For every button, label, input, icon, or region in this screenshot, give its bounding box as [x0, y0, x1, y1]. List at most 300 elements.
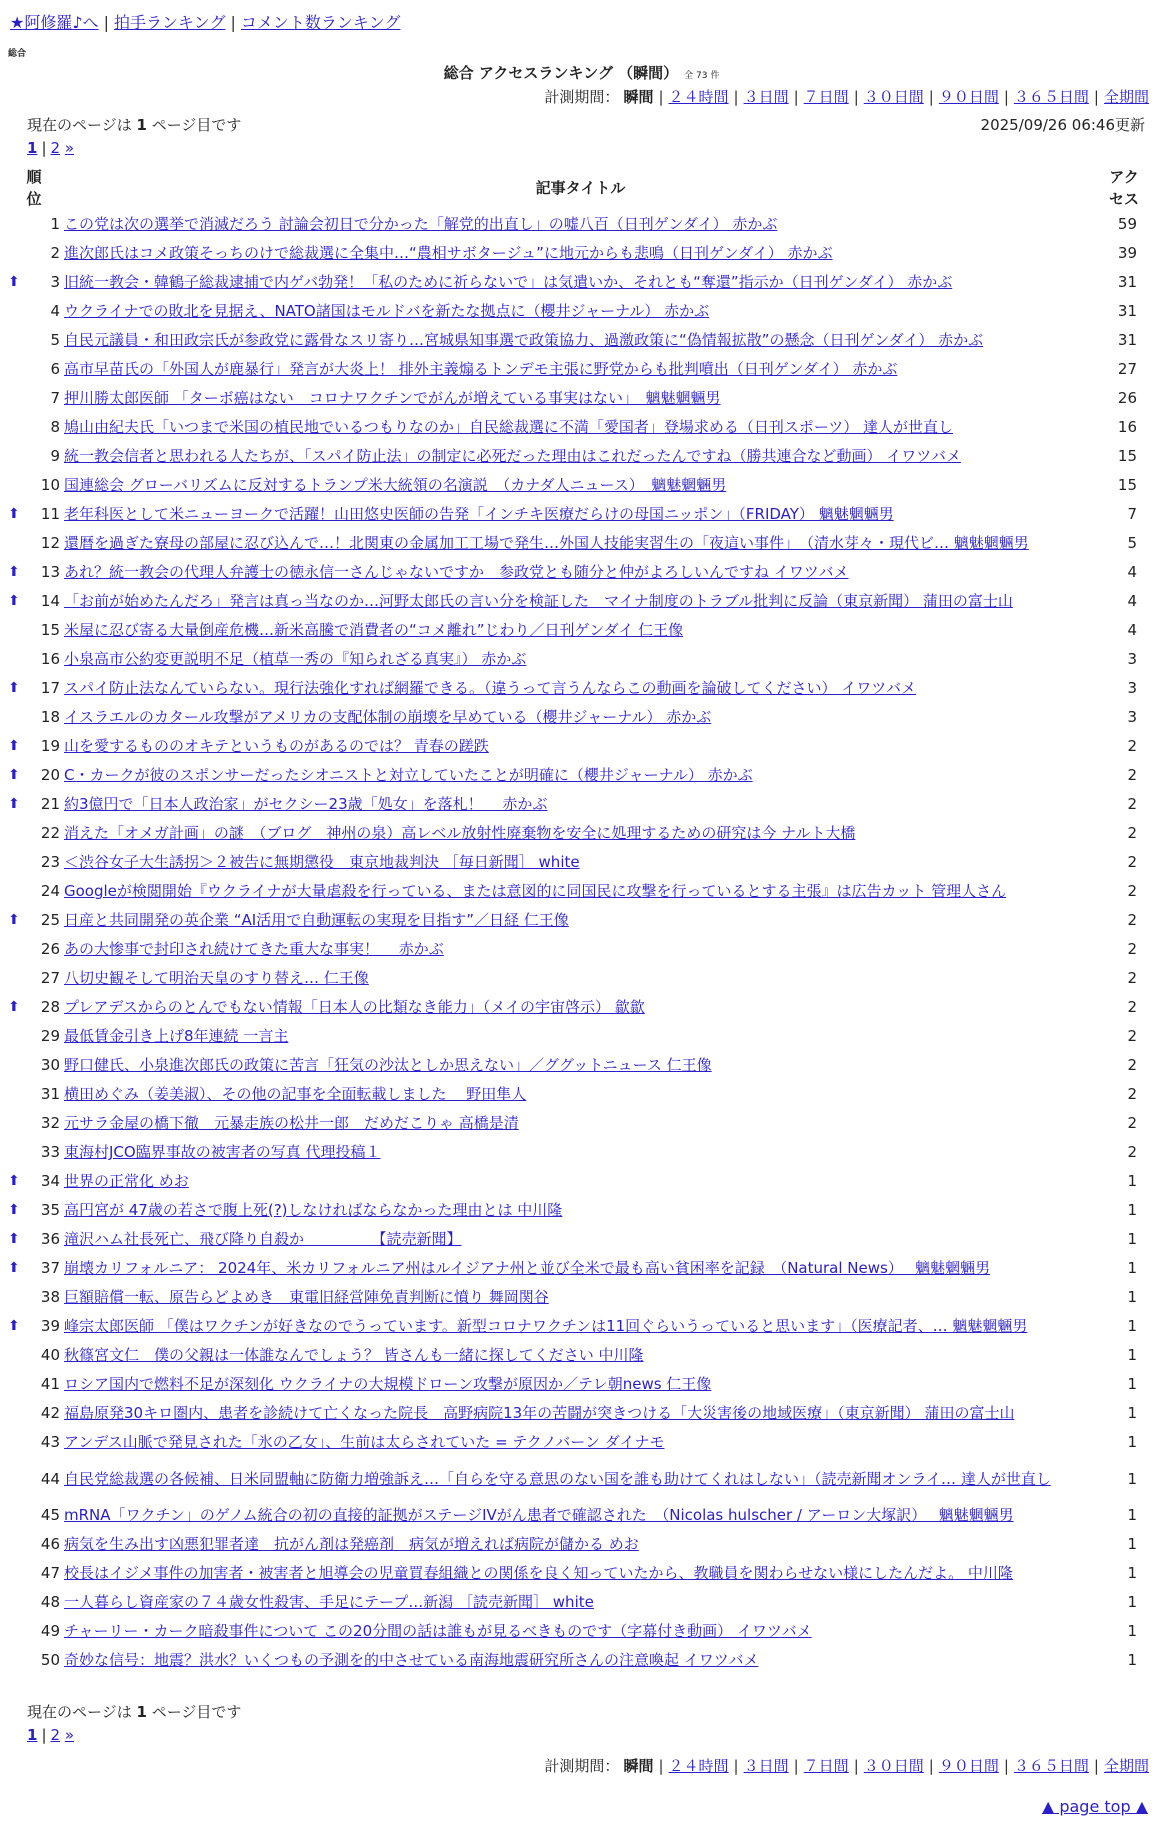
up-arrow-icon: ⬆: [8, 1231, 20, 1247]
trend-cell: [8, 268, 36, 297]
trend-cell: [8, 1341, 36, 1370]
table-row: [8, 819, 1155, 848]
article-title-cell: [64, 413, 1097, 442]
rank-number: 36: [40, 1230, 60, 1248]
period-all-link[interactable]: 全期間: [1103, 88, 1149, 106]
article-link[interactable]: 東海村JCO臨界事故の被害者の写真 代理投稿１: [64, 1143, 381, 1161]
article-link[interactable]: 福島原発30キロ圏内、患者を診続けて亡くなった院長 高野病院13年の苦闘が突きつける「大災害後の地域医療」（東京新聞） 蒲田の富士山: [64, 1404, 1015, 1422]
access-count: 2: [1127, 795, 1137, 813]
table-row: [8, 326, 1155, 355]
period-selector-bottom: 計測期間： 瞬間 | ２４時間 | ３日間 | ７日間 | ３０日間 | ９０日間 | ３６５日間 | 全期間: [544, 1757, 1149, 1775]
article-title-cell: [64, 442, 1097, 471]
article-link[interactable]: 鳩山由紀夫氏「いつまで米国の植民地でいるつもりなのか」自民総裁選に不満「愛国者」登場求める（日刊スポーツ） 達人が世直し: [64, 418, 954, 436]
rank-number: 30: [40, 1056, 60, 1074]
access-count: 1: [1127, 1433, 1137, 1451]
table-row: [8, 790, 1155, 819]
trend-cell: [8, 239, 36, 268]
article-link[interactable]: この党は次の選挙で消滅だろう 討論会初日で分かった「解党的出直し」の嘘八百（日刊ゲンダイ） 赤かぶ: [64, 215, 778, 233]
rank-number: 50: [40, 1651, 60, 1669]
page-info-top: 現在のページは 1 ページ目です: [27, 116, 242, 134]
article-title-cell: [64, 1428, 1097, 1457]
rank-number: 47: [40, 1564, 60, 1582]
article-link[interactable]: 最低賃金引き上げ8年連続 一言主: [64, 1027, 289, 1045]
rank-number: 17: [40, 679, 60, 697]
trend-cell: [8, 761, 36, 790]
article-link[interactable]: 横田めぐみ（姜美淑）、その他の記事を全面転載しました 野田隼人: [64, 1085, 527, 1103]
clap-ranking-link[interactable]: 拍手ランキング: [113, 13, 226, 32]
trend-cell: [8, 1530, 36, 1559]
access-count: 7: [1127, 505, 1137, 523]
rank-number: 34: [40, 1172, 60, 1190]
period-3d-link[interactable]: ３日間: [743, 88, 789, 106]
access-count: 1: [1127, 1535, 1137, 1553]
table-row: [8, 1225, 1155, 1254]
article-title-cell: [64, 471, 1097, 500]
table-row: [8, 471, 1155, 500]
access-count: 3: [1127, 679, 1137, 697]
up-arrow-icon: ⬆: [8, 274, 20, 290]
rank-number: 11: [40, 505, 60, 523]
ranking-table: [8, 166, 1155, 1675]
rank-number: 21: [40, 795, 60, 813]
up-arrow-icon: ⬆: [8, 738, 20, 754]
access-count: 1: [1127, 1469, 1137, 1488]
article-title-cell: [64, 500, 1097, 529]
access-count: 3: [1127, 708, 1137, 726]
article-title-cell: [64, 732, 1097, 761]
table-row: [8, 616, 1155, 645]
article-link[interactable]: 病気を生み出す凶悪犯罪者達 抗がん剤は発癌剤 病気が増えれば病院が儲かる めお: [64, 1535, 639, 1553]
table-row: [8, 268, 1155, 297]
trend-cell: [8, 935, 36, 964]
table-row: [8, 674, 1155, 703]
access-count: 1: [1127, 1288, 1137, 1306]
period-label: 計測期間：: [544, 88, 620, 106]
article-link[interactable]: ロシア国内で燃料不足が深刻化 ウクライナの大規模ドローン攻撃が原因か／テレ朝news 仁王像: [64, 1375, 712, 1393]
article-link[interactable]: 日産と共同開発の英企業 “AI活用で自動運転の実現を目指す”／日経 仁王像: [64, 911, 569, 929]
article-title-cell: [64, 355, 1097, 384]
rank-number: 6: [50, 360, 60, 378]
access-count: 39: [1117, 244, 1137, 262]
article-link[interactable]: 消えた「オメガ計画」の謎 （ブログ 神州の泉）高レベル放射性廃棄物を安全に処理するための研究は今 ナルト大橋: [64, 824, 856, 842]
article-title-cell: [64, 703, 1097, 732]
home-link[interactable]: ★阿修羅♪へ: [10, 13, 99, 32]
trend-cell: [8, 616, 36, 645]
article-link[interactable]: mRNA「ワクチン」のゲノム統合の初の直接的証拠がステージIVがん患者で確認された （Nicolas hulscher / アーロン大塚訳） 魑魅魍魎男: [64, 1506, 1014, 1524]
page-1-link[interactable]: 1: [27, 139, 38, 157]
period-365d-link[interactable]: ３６５日間: [1013, 1757, 1089, 1775]
rank-number: 14: [40, 592, 60, 610]
article-title-cell: [64, 1588, 1097, 1617]
period-365d-link[interactable]: ３６５日間: [1013, 88, 1089, 106]
rank-number: 4: [50, 302, 60, 320]
rank-number: 29: [40, 1027, 60, 1045]
article-link[interactable]: 国連総会 グローバリズムに反対するトランプ米大統領の名演説 （カナダ人ニュース） 魑魅魍魎男: [64, 476, 727, 494]
table-row: [8, 877, 1155, 906]
trend-cell: [8, 819, 36, 848]
trend-cell: [8, 645, 36, 674]
table-row: [8, 1167, 1155, 1196]
up-arrow-icon: ⬆: [8, 999, 20, 1015]
access-count: 27: [1117, 360, 1137, 378]
article-title-cell: [64, 1457, 1097, 1501]
article-title-cell: [64, 761, 1097, 790]
article-link[interactable]: 高円宮が 47歳の若さで腹上死(?)しなければならなかった理由とは 中川隆: [64, 1201, 563, 1219]
article-link[interactable]: 老年科医として米ニューヨークで活躍！山田悠史医師の告発「インチキ医療だらけの母国ニッポン」（FRIDAY） 魑魅魍魎男: [64, 505, 894, 523]
article-link[interactable]: 滝沢ハム社長死亡、飛び降り自殺か 【読売新聞】: [64, 1230, 462, 1248]
article-link[interactable]: 約3億円で「日本人政治家」がセクシー23歳「処女」を落札！ 赤かぶ: [64, 795, 548, 813]
table-row: [8, 848, 1155, 877]
table-header: [8, 166, 1155, 210]
access-count: 2: [1127, 824, 1137, 842]
rank-number: 22: [40, 824, 60, 842]
article-title-cell: [64, 587, 1097, 616]
article-link[interactable]: 崩壊カリフォルニア： 2024年、米カリフォルニア州はルイジアナ州と並び全米で最も高い貧困率を記録 （Natural News） 魑魅魍魎男: [64, 1259, 991, 1277]
rank-number: 10: [40, 476, 60, 494]
article-link[interactable]: 進次郎氏はコメ政策そっちのけで総裁選に全集中…“農相サボタージュ”に地元からも悲鳴（日刊ゲンダイ） 赤かぶ: [64, 244, 833, 262]
trend-cell: [8, 355, 36, 384]
article-link[interactable]: 校長はイジメ事件の加害者・被害者と旭導会の児童買春組織との関係を良く知っていたから、教職員を関わらせない様にしたんだよ。 中川隆: [64, 1564, 1013, 1582]
access-count: 1: [1127, 1259, 1137, 1277]
table-row: [8, 558, 1155, 587]
article-title-cell: [64, 674, 1097, 703]
access-count: 2: [1127, 969, 1137, 987]
access-count: 1: [1127, 1564, 1137, 1582]
title-column-header: 記事タイトル: [535, 179, 626, 197]
article-link[interactable]: イスラエルのカタール攻撃がアメリカの支配体制の崩壊を早めている（櫻井ジャーナル） 赤かぶ: [64, 708, 712, 726]
table-row: [8, 1109, 1155, 1138]
access-count: 59: [1117, 215, 1137, 233]
access-count: 1: [1127, 1622, 1137, 1640]
page-2-link[interactable]: 2: [50, 1726, 61, 1744]
table-row: [8, 1138, 1155, 1167]
rank-number: 18: [40, 708, 60, 726]
rank-number: 12: [40, 534, 60, 552]
access-count: 1: [1127, 1375, 1137, 1393]
article-link[interactable]: 峰宗太郎医師 「僕はワクチンが好きなのでうっています。新型コロナワクチンは11回ぐらいうっていると思います」（医療記者、… 魑魅魍魎男: [64, 1317, 1028, 1335]
article-title-cell: [64, 384, 1097, 413]
rank-number: 24: [40, 882, 60, 900]
access-count: 15: [1117, 476, 1137, 494]
article-title-cell: [64, 1370, 1097, 1399]
article-title-cell: [64, 1312, 1097, 1341]
trend-cell: [8, 1501, 36, 1530]
up-arrow-icon: ⬆: [8, 912, 20, 928]
article-link[interactable]: 山を愛するもののオキテというものがあるのでは？ 青春の蹉跌: [64, 737, 489, 755]
up-arrow-icon: ⬆: [8, 564, 20, 580]
rank-number: 13: [40, 563, 60, 581]
period-selector-top: 計測期間： 瞬間 | ２４時間 | ３日間 | ７日間 | ３０日間 | ９０日間 | ３６５日間 | 全期間: [544, 88, 1149, 106]
period-label: 計測期間：: [544, 1757, 620, 1775]
access-count: 2: [1127, 1143, 1137, 1161]
article-title-cell: [64, 1399, 1097, 1428]
article-title-cell: [64, 1283, 1097, 1312]
period-7d-link[interactable]: ７日間: [803, 1757, 849, 1775]
table-row: [8, 1254, 1155, 1283]
table-row: [8, 1022, 1155, 1051]
rank-number: 38: [40, 1288, 60, 1306]
article-title-cell: [64, 268, 1097, 297]
rank-number: 20: [40, 766, 60, 784]
article-link[interactable]: スパイ防止法なんていらない。現行法強化すれば網羅できる。（違うって言うんならこの動画を論破してください） イワツバメ: [64, 679, 916, 697]
article-link[interactable]: チャーリー・カーク暗殺事件について この20分間の話は誰もが見るべきものです（字幕付き動画） イワツバメ: [64, 1622, 812, 1640]
article-title-cell: [64, 529, 1097, 558]
table-row: [8, 384, 1155, 413]
rank-number: 45: [40, 1506, 60, 1524]
article-title-cell: [64, 210, 1097, 239]
table-row: [8, 732, 1155, 761]
trend-cell: [8, 471, 36, 500]
trend-cell: [8, 500, 36, 529]
rank-number: 28: [40, 998, 60, 1016]
article-link[interactable]: ウクライナでの敗北を見据え、NATO諸国はモルドバを新たな拠点に（櫻井ジャーナル） 赤かぶ: [64, 302, 710, 320]
article-title-cell: [64, 848, 1097, 877]
rank-column-header: 順位: [26, 168, 42, 208]
category-label: 総合: [8, 49, 27, 59]
access-count: 2: [1127, 1027, 1137, 1045]
access-count: 26: [1117, 389, 1137, 407]
article-title-cell: [64, 819, 1097, 848]
page-2-link[interactable]: 2: [50, 139, 61, 157]
up-arrow-icon: ⬆: [8, 506, 20, 522]
article-link[interactable]: アンデス山脈で発見された「氷の乙女」、生前は太らされていた = テクノバーン ダイナモ: [64, 1433, 665, 1451]
trend-cell: [8, 529, 36, 558]
article-title-cell: [64, 1617, 1097, 1646]
table-row: [8, 703, 1155, 732]
article-link[interactable]: 押川勝太郎医師 「ターボ癌はない コロナワクチンでがんが増えている事実はない」 魑魅魍魎男: [64, 389, 721, 407]
up-arrow-icon: ⬆: [8, 1173, 20, 1189]
trend-cell: [8, 1617, 36, 1646]
article-title-cell: [64, 964, 1097, 993]
nav-separator: |: [230, 13, 236, 32]
next-page-link[interactable]: »: [64, 139, 75, 157]
trend-cell: [8, 1646, 36, 1675]
table-row: [8, 906, 1155, 935]
article-title-cell: [64, 645, 1097, 674]
table-row: [8, 1370, 1155, 1399]
rank-number: 5: [50, 331, 60, 349]
article-link[interactable]: 秋篠宮文仁 僕の父親は一体誰なんでしょう？ 皆さんも一緒に探してください 中川隆: [64, 1346, 644, 1364]
next-page-link[interactable]: »: [64, 1726, 75, 1744]
rank-number: 48: [40, 1593, 60, 1611]
article-link[interactable]: C・カークが彼のスポンサーだったシオニストと対立していたことが明確に（櫻井ジャーナル） 赤かぶ: [64, 766, 753, 784]
table-row: [8, 355, 1155, 384]
rank-number: 46: [40, 1535, 60, 1553]
rank-number: 39: [40, 1317, 60, 1335]
comment-ranking-link[interactable]: コメント数ランキング: [240, 13, 401, 32]
rank-number: 8: [50, 418, 60, 436]
period-3d-link[interactable]: ３日間: [743, 1757, 789, 1775]
trend-cell: [8, 1283, 36, 1312]
access-count: 4: [1127, 592, 1137, 610]
access-count: 16: [1117, 418, 1137, 436]
article-link[interactable]: 旧統一教会・韓鶴子総裁逮捕で内ゲバ勃発！「私のために祈らないで」は気遣いか、それとも“奪還”指示か（日刊ゲンダイ） 赤かぶ: [64, 273, 953, 291]
article-link[interactable]: ＜渋谷女子大生誘拐＞２被告に無期懲役 東京地裁判決 ［毎日新聞］ white: [64, 853, 580, 871]
access-count: 1: [1127, 1201, 1137, 1219]
period-30d-link[interactable]: ３０日間: [863, 88, 924, 106]
article-link[interactable]: 還暦を過ぎた寮母の部屋に忍び込んで…！北関東の金属加工工場で発生…外国人技能実習生の「夜這い事件」 （清水芽々・現代ビ… 魑魅魍魎男: [64, 534, 1029, 552]
article-link[interactable]: プレアデスからのとんでもない情報「日本人の比類なき能力」（メイの宇宙啓示） 歙歙: [64, 998, 645, 1016]
trend-cell: [8, 326, 36, 355]
up-arrow-icon: ⬆: [8, 1318, 20, 1334]
article-link[interactable]: 世界の正常化 めお: [64, 1172, 189, 1190]
article-title-cell: [64, 1196, 1097, 1225]
article-title-cell: [64, 1646, 1097, 1675]
access-count: 2: [1127, 998, 1137, 1016]
access-count: 2: [1127, 1056, 1137, 1074]
article-link[interactable]: 奇妙な信号：地震？洪水？いくつもの予測を的中させている南海地震研究所さんの注意喚起 イワツバメ: [64, 1651, 759, 1669]
access-count: 2: [1127, 737, 1137, 755]
article-title-cell: [64, 993, 1097, 1022]
rank-number: 23: [40, 853, 60, 871]
rank-number: 3: [50, 273, 60, 291]
trend-cell: [8, 1254, 36, 1283]
access-count: 1: [1127, 1593, 1137, 1611]
article-link[interactable]: 高市早苗氏の「外国人が鹿暴行」発言が大炎上！ 排外主義煽るトンデモ主張に野党からも批判噴出（日刊ゲンダイ） 赤かぶ: [64, 360, 898, 378]
trend-cell: [8, 1051, 36, 1080]
trend-cell: [8, 558, 36, 587]
table-row: [8, 1312, 1155, 1341]
ranking-title: 総合 アクセスランキング （瞬間）: [443, 64, 679, 82]
article-link[interactable]: 元サラ金屋の橋下徹 元暴走族の松井一郎 だめだこりゃ 高橋是清: [64, 1114, 519, 1132]
trend-cell: [8, 587, 36, 616]
rank-number: 44: [40, 1469, 60, 1488]
up-arrow-icon: ⬆: [8, 593, 20, 609]
ranking-rows: [8, 210, 1155, 1675]
period-24h-link[interactable]: ２４時間: [668, 88, 729, 106]
trend-cell: [8, 384, 36, 413]
period-all-link[interactable]: 全期間: [1103, 1757, 1149, 1775]
table-row: [8, 993, 1155, 1022]
rank-number: 9: [50, 447, 60, 465]
article-title-cell: [64, 906, 1097, 935]
rank-number: 27: [40, 969, 60, 987]
page-1-link[interactable]: 1: [27, 1726, 38, 1744]
trend-cell: [8, 297, 36, 326]
article-link[interactable]: あれ？統一教会の代理人弁護士の徳永信一さんじゃないですか 参政党とも随分と仲がよろしいんですね イワツバメ: [64, 563, 849, 581]
trend-cell: [8, 877, 36, 906]
article-title-cell: [64, 326, 1097, 355]
trend-cell: [8, 1312, 36, 1341]
table-row: [8, 529, 1155, 558]
article-title-cell: [64, 616, 1097, 645]
article-link[interactable]: 八切史観そして明治天皇のすり替え… 仁王像: [64, 969, 369, 987]
article-title-cell: [64, 239, 1097, 268]
article-link[interactable]: 自民元議員・和田政宗氏が参政党に露骨なスリ寄り…宮城県知事選で政策協力、過激政策に“偽情報拡散”の懸念（日刊ゲンダイ） 赤かぶ: [64, 331, 984, 349]
article-link[interactable]: 一人暮らし資産家の７４歳女性殺害、手足にテープ…新潟 ［読売新聞］ white: [64, 1593, 594, 1611]
table-row: [8, 1646, 1155, 1675]
article-title-cell: [64, 1080, 1097, 1109]
article-title-cell: [64, 790, 1097, 819]
article-title-cell: [64, 1530, 1097, 1559]
trend-cell: [8, 1457, 36, 1501]
trend-cell: [8, 1399, 36, 1428]
table-row: [8, 1283, 1155, 1312]
trend-cell: [8, 1080, 36, 1109]
article-link[interactable]: Googleが検閲開始『ウクライナが大量虐殺を行っている、または意図的に同国民に攻撃を行っているとする主張』は広告カット 管理人さん: [64, 882, 1007, 900]
article-title-cell: [64, 1225, 1097, 1254]
article-link[interactable]: 小泉高市公約変更説明不足（植草一秀の『知られざる真実』） 赤かぶ: [64, 650, 527, 668]
rank-number: 16: [40, 650, 60, 668]
article-link[interactable]: 野口健氏、小泉進次郎氏の政策に苦言「狂気の沙汰としか思えない」／ググットニュース 仁王像: [64, 1056, 712, 1074]
table-row: [8, 1501, 1155, 1530]
trend-cell: [8, 1588, 36, 1617]
table-row: [8, 297, 1155, 326]
trend-cell: [8, 1225, 36, 1254]
article-title-cell: [64, 297, 1097, 326]
period-90d-link[interactable]: ９０日間: [938, 88, 999, 106]
access-count: 2: [1127, 1114, 1137, 1132]
access-count: 2: [1127, 911, 1137, 929]
table-row: [8, 1457, 1155, 1501]
access-count: 2: [1127, 1085, 1137, 1103]
rank-number: 31: [40, 1085, 60, 1103]
access-count: 1: [1127, 1651, 1137, 1669]
trend-cell: [8, 442, 36, 471]
pager-top: 1 | 2 »: [27, 139, 75, 157]
trend-cell: [8, 848, 36, 877]
trend-cell: [8, 1022, 36, 1051]
article-link[interactable]: 巨額賠償一転、原告らどよめき 東電旧経営陣免責判断に憤り 舞岡関谷: [64, 1288, 549, 1306]
access-count: 5: [1127, 534, 1137, 552]
updated-timestamp: 2025/09/26 06:46更新: [980, 116, 1145, 134]
table-row: [8, 1399, 1155, 1428]
table-row: [8, 587, 1155, 616]
article-link[interactable]: 統一教会信者と思われる人たちが、「スパイ防止法」の制定に必死だった理由はこれだったんですね（勝共連合など動画） イワツバメ: [64, 447, 961, 465]
period-current: 瞬間: [623, 88, 654, 106]
period-current: 瞬間: [623, 1757, 654, 1775]
access-count: 4: [1127, 621, 1137, 639]
article-title-cell: [64, 558, 1097, 587]
rank-number: 1: [50, 215, 60, 233]
article-title-cell: [64, 1341, 1097, 1370]
rank-number: 19: [40, 737, 60, 755]
table-row: [8, 442, 1155, 471]
table-row: [8, 1588, 1155, 1617]
access-count: 1: [1127, 1346, 1137, 1364]
rank-number: 32: [40, 1114, 60, 1132]
period-30d-link[interactable]: ３０日間: [863, 1757, 924, 1775]
access-count: 1: [1127, 1230, 1137, 1248]
article-title-cell: [64, 1501, 1097, 1530]
trend-cell: [8, 1196, 36, 1225]
access-count: 1: [1127, 1317, 1137, 1335]
period-24h-link[interactable]: ２４時間: [668, 1757, 729, 1775]
article-title-cell: [64, 877, 1097, 906]
rank-number: 37: [40, 1259, 60, 1277]
access-count: 2: [1127, 940, 1137, 958]
access-count: 1: [1127, 1404, 1137, 1422]
up-arrow-icon: ⬆: [8, 1260, 20, 1276]
article-link[interactable]: あの大惨事で封印され続けてきた重大な事実！ 赤かぶ: [64, 940, 444, 958]
article-link[interactable]: 「お前が始めたんだろ」発言は真っ当なのか…河野太郎氏の言い分を検証した マイナ制度のトラブル批判に反論（東京新聞） 蒲田の富士山: [64, 592, 1013, 610]
access-count: 1: [1127, 1506, 1137, 1524]
page-top-link[interactable]: ▲ page top ▲: [1041, 1797, 1148, 1816]
period-7d-link[interactable]: ７日間: [803, 88, 849, 106]
article-title-cell: [64, 1109, 1097, 1138]
table-row: [8, 413, 1155, 442]
rank-number: 42: [40, 1404, 60, 1422]
table-row: [8, 500, 1155, 529]
period-90d-link[interactable]: ９０日間: [938, 1757, 999, 1775]
article-link[interactable]: 米屋に忍び寄る大量倒産危機…新米高騰で消費者の“コメ離れ”じわり／日刊ゲンダイ 仁王像: [64, 621, 684, 639]
article-link[interactable]: 自民党総裁選の各候補、日米同盟軸に防衛力増強訴え…「自らを守る意思のない国を誰も助けてくれはしない」（読売新聞オンライ… 達人が世直し: [64, 1469, 1051, 1488]
trend-cell: [8, 674, 36, 703]
up-arrow-icon: ⬆: [8, 1202, 20, 1218]
trend-cell: [8, 1167, 36, 1196]
table-row: [8, 210, 1155, 239]
trend-cell: [8, 964, 36, 993]
